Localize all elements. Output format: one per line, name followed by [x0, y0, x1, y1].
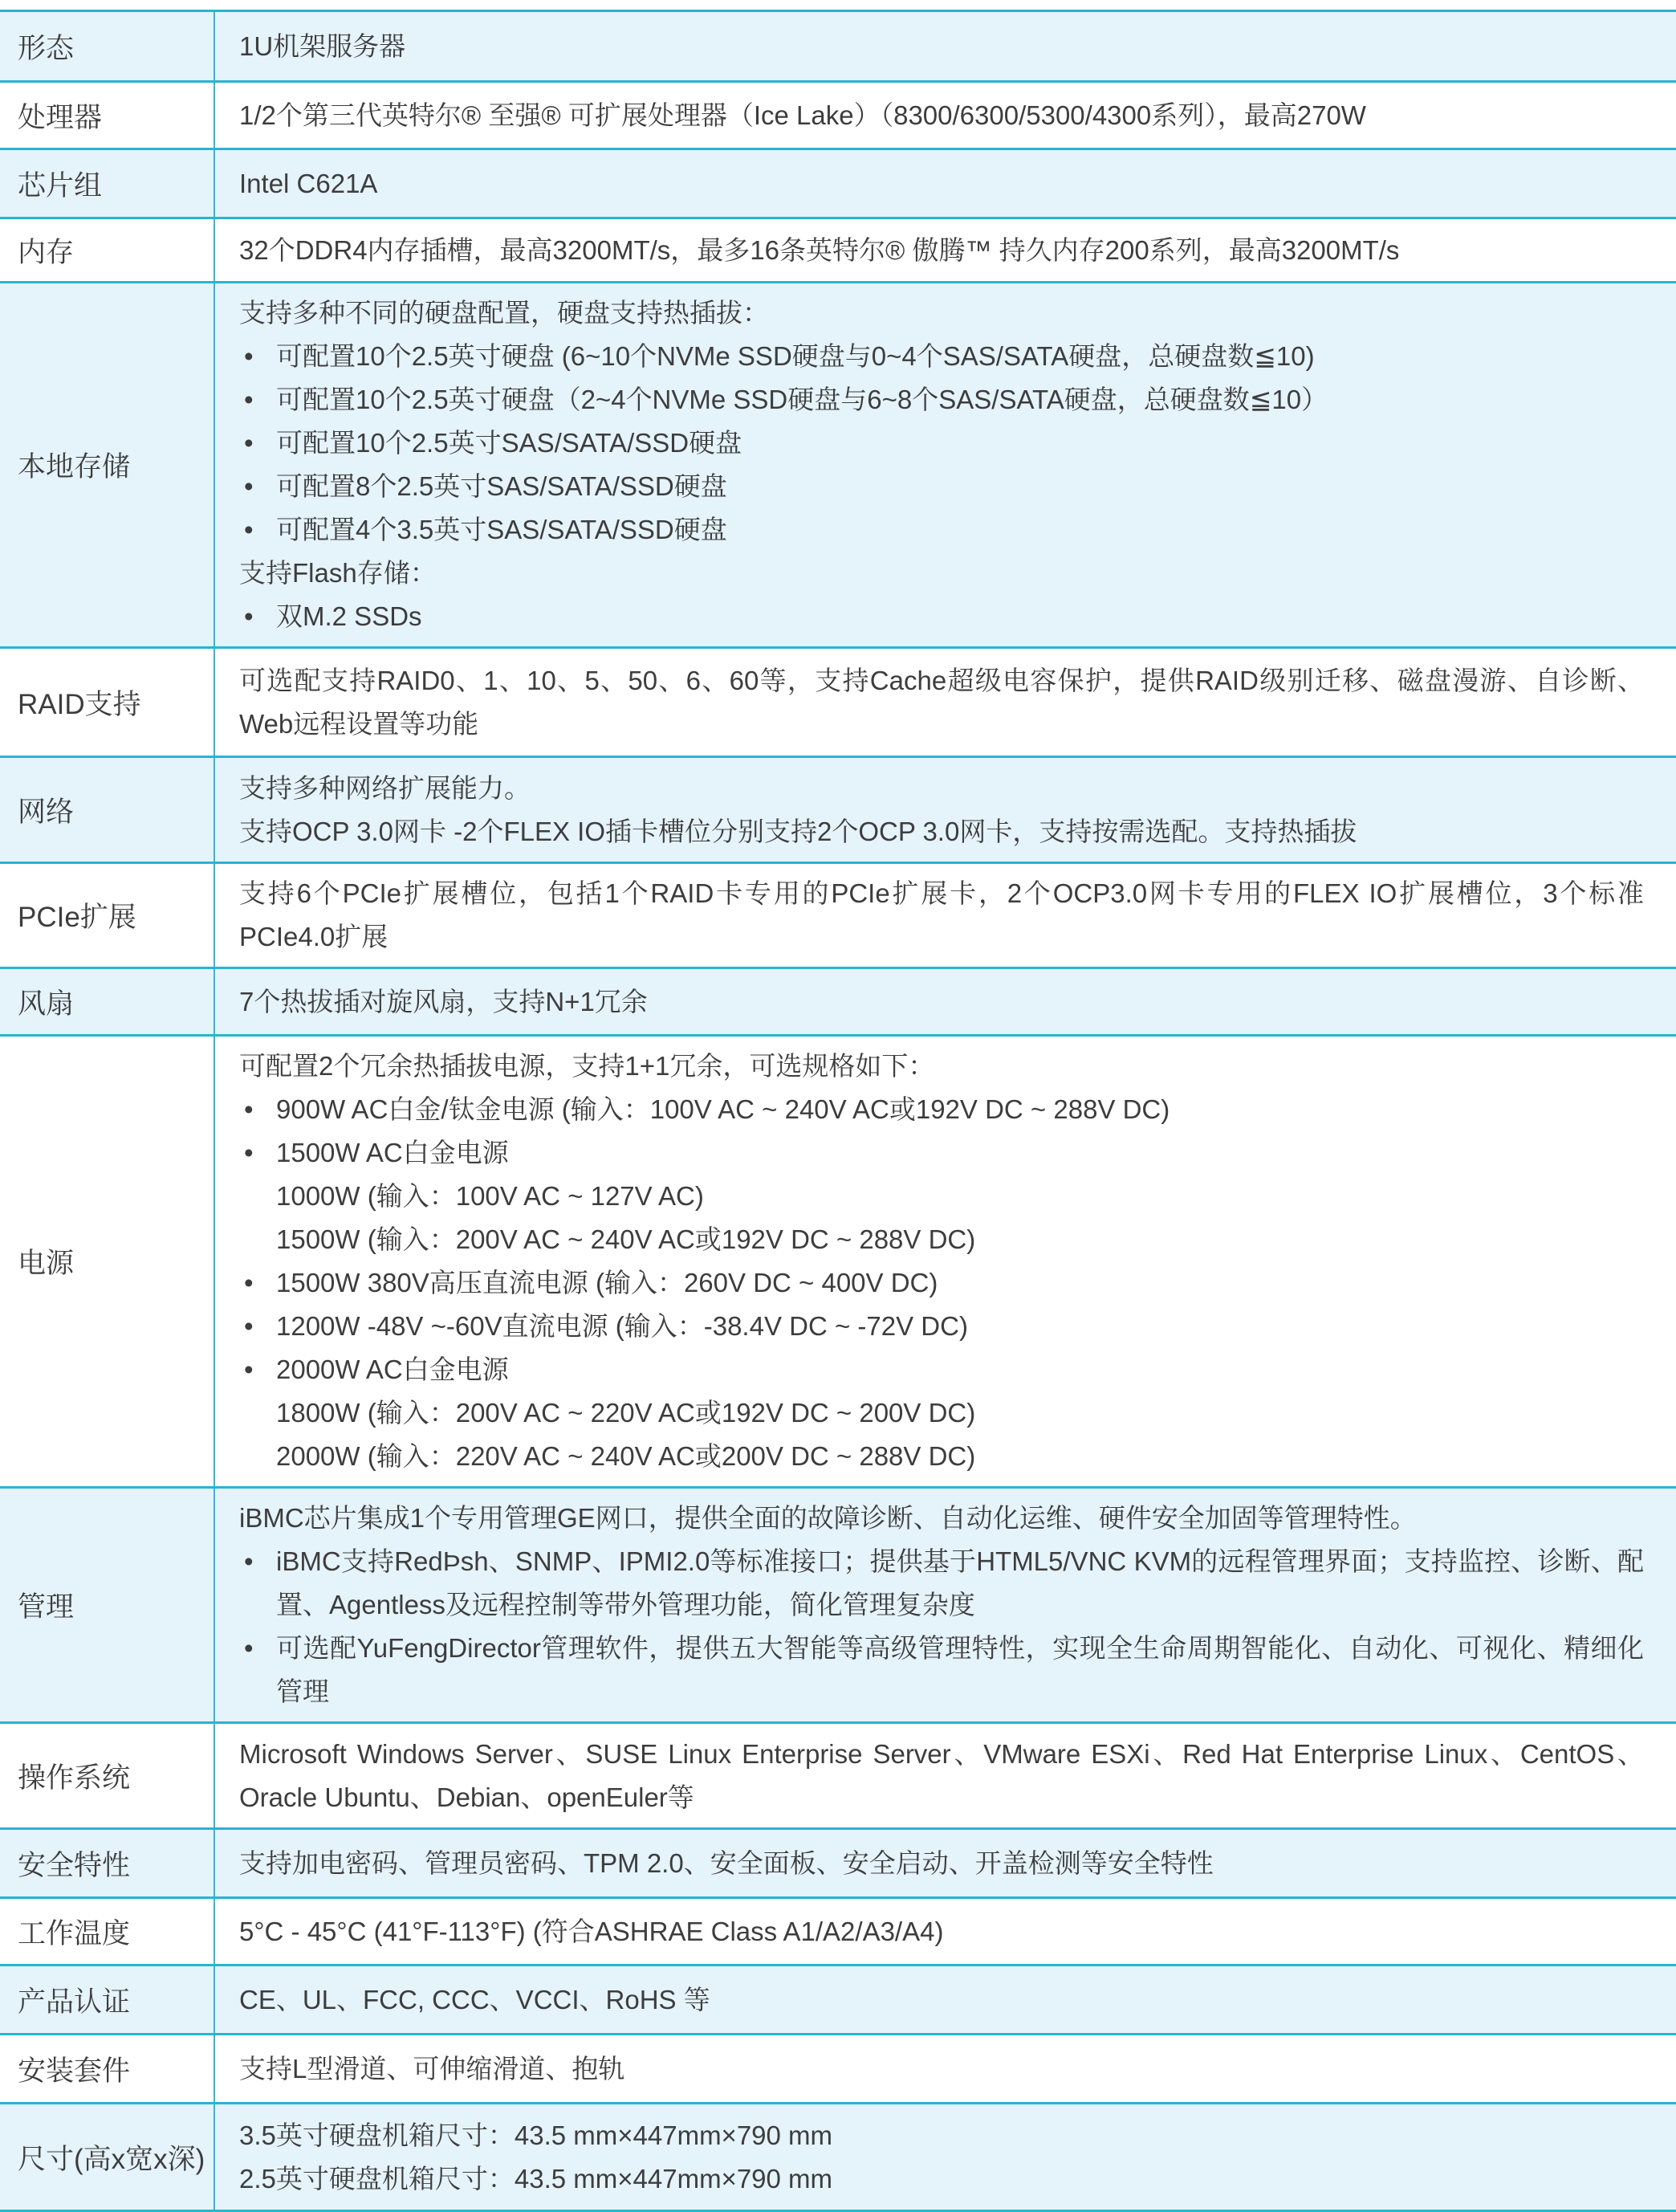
row-value — [215, 1489, 1676, 1721]
row-label — [0, 2104, 215, 2210]
label-text: 形态 — [18, 32, 75, 64]
spec-row-pcie — [0, 864, 1676, 969]
label-text: PCIe扩展 — [18, 902, 136, 933]
list-item: • 2000W AC白金电源 — [239, 1348, 1644, 1391]
row-value — [215, 649, 1676, 756]
value-text: 5°C - 45°C (41°F-113°F) (符合ASHRAE Class A1/A2/A3/A4) — [239, 1916, 944, 1946]
list-item: • 1500W 380V高压直流电源 (输入：260V DC ~ 400V DC) — [239, 1261, 1644, 1305]
list-subitem: 1000W (输入：100V AC ~ 127V AC) — [276, 1181, 704, 1211]
value-line: 支持OCP 3.0网卡 -2个FLEX IO插卡槽位分别支持2个OCP 3.0网卡，支持按需选配。支持热插拔 — [239, 816, 1357, 846]
list-item: • 可配置10个2.5英寸硬盘 (6~10个NVMe SSD硬盘与0~4个SAS/SATA硬盘，总硬盘数≦10) — [239, 335, 1644, 378]
label-text: 安全特性 — [18, 1849, 131, 1881]
label-text: 操作系统 — [18, 1762, 131, 1794]
spec-row-certifications — [0, 1966, 1676, 2035]
row-label — [0, 1724, 215, 1827]
spec-row-fans — [0, 969, 1676, 1037]
spec-row-chipset — [0, 150, 1676, 219]
label-text: 本地存储 — [18, 451, 131, 483]
row-value — [215, 2035, 1676, 2102]
value-text: 支持L型滑道、可伸缩滑道、抱轨 — [239, 2053, 625, 2084]
label-text: 风扇 — [18, 988, 75, 1020]
row-value — [215, 12, 1676, 80]
row-value — [215, 219, 1676, 281]
list-item: • 双M.2 SSDs — [239, 595, 1644, 638]
label-text: 内存 — [18, 236, 75, 268]
list-item: • 可配置10个2.5英寸SAS/SATA/SSD硬盘 — [239, 422, 1644, 465]
value-text: 32个DDR4内存插槽，最高3200MT/s，最多16条英特尔® 傲腾™ 持久内存200系列，最高3200MT/s — [239, 234, 1400, 265]
value-text: Microsoft Windows Server、SUSE Linux Enterprise Server、VMware ESXi、Red Hat Enterprise Linux、CentOS、Oracle Ubuntu、Debian、openEuler等 — [239, 1738, 1644, 1812]
row-label — [0, 1830, 215, 1896]
spec-row-management — [0, 1489, 1676, 1724]
row-value — [215, 1724, 1676, 1827]
row-label — [0, 83, 215, 148]
row-value — [215, 1830, 1676, 1896]
row-value — [215, 969, 1676, 1034]
label-text: 处理器 — [18, 101, 103, 133]
storage-intro: 支持多种不同的硬盘配置，硬盘支持热插拔： — [239, 298, 769, 328]
row-label — [0, 1966, 215, 2033]
label-text: 工作温度 — [18, 1917, 131, 1949]
label-text: 电源 — [18, 1248, 75, 1279]
row-label — [0, 649, 215, 756]
list-subitem: 1500W (输入：200V AC ~ 240V AC或192V DC ~ 288V DC) — [276, 1224, 976, 1254]
value-text: 支持加电密码、管理员密码、TPM 2.0、安全面板、安全启动、开盖检测等安全特性 — [239, 1847, 1214, 1878]
row-label — [0, 283, 215, 646]
list-subitem: 2000W (输入：220V AC ~ 240V AC或200V DC ~ 288V DC) — [276, 1441, 976, 1471]
spec-row-dimensions — [0, 2104, 1676, 2212]
value-line: 2.5英寸硬盘机箱尺寸：43.5 mm×447mm×790 mm — [239, 2163, 833, 2194]
spec-row-raid — [0, 649, 1676, 758]
row-value — [215, 758, 1676, 862]
label-text: 安装套件 — [18, 2055, 131, 2087]
list-item: • iBMC支持RedÞsh、SNMP、IPMI2.0等标准接口；提供基于HTML5/VNC KVM的远程管理界面；支持监控、诊断、配置、Agentless及远程控制等带外管理功能，简化管理复杂度 — [239, 1540, 1644, 1627]
spec-row-security — [0, 1830, 1676, 1899]
row-value — [215, 1037, 1676, 1486]
value-text: CE、UL、FCC, CCC、VCCI、RoHS 等 — [239, 1984, 710, 2014]
flash-bullet-list — [239, 595, 1644, 638]
row-label — [0, 969, 215, 1034]
value-text: 7个热拔插对旋风扇，支持N+1冗余 — [239, 986, 648, 1016]
flash-intro: 支持Flash存储： — [239, 558, 437, 588]
list-item: • 900W AC白金/钛金电源 (输入：100V AC ~ 240V AC或192V DC ~ 288V DC) — [239, 1088, 1644, 1131]
spec-row-local-storage — [0, 283, 1676, 649]
value-text: 1/2个第三代英特尔® 至强® 可扩展处理器（Ice Lake）（8300/6300/5300/4300系列），最高270W — [239, 100, 1366, 130]
label-text: 网络 — [18, 796, 75, 828]
spec-row-mounting-kit — [0, 2035, 1676, 2104]
row-label — [0, 1037, 215, 1486]
label-text: 芯片组 — [18, 169, 103, 202]
list-item: • 1200W -48V ~-60V直流电源 (输入：-38.4V DC ~ -72V DC) — [239, 1305, 1644, 1348]
management-bullet-list — [239, 1540, 1644, 1713]
row-label — [0, 2035, 215, 2102]
power-options-list — [239, 1088, 1644, 1478]
value-line: 支持多种网络扩展能力。 — [239, 772, 531, 803]
row-value — [215, 83, 1676, 148]
row-value — [215, 1899, 1676, 1964]
list-item: • 1500W AC白金电源 — [239, 1131, 1644, 1175]
list-item: • 可选配YuFengDirector管理软件，提供五大智能等高级管理特性，实现全生命周期智能化、自动化、可视化、精细化管理 — [239, 1627, 1644, 1713]
row-label — [0, 150, 215, 217]
management-intro: iBMC芯片集成1个专用管理GE网口，提供全面的故障诊断、自动化运维、硬件安全加固等管理特性。 — [239, 1503, 1417, 1533]
spec-row-power — [0, 1037, 1676, 1489]
list-item: • 可配置10个2.5英寸硬盘（2~4个NVMe SSD硬盘与6~8个SAS/SATA硬盘，总硬盘数≦10） — [239, 378, 1644, 422]
row-value — [215, 283, 1676, 646]
value-text: 支持6个PCIe扩展槽位，包括1个RAID卡专用的PCIe扩展卡，2个OCP3.0网卡专用的FLEX IO扩展槽位，3个标准PCIe4.0扩展 — [239, 878, 1644, 951]
power-intro: 可配置2个冗余热插拔电源，支持1+1冗余，可选规格如下： — [239, 1051, 935, 1081]
spec-row-os — [0, 1724, 1676, 1830]
value-text: 1U机架服务器 — [239, 31, 406, 61]
label-text: RAID支持 — [18, 688, 141, 720]
list-subitem: 1800W (输入：200V AC ~ 220V AC或192V DC ~ 200V DC) — [276, 1398, 976, 1428]
row-label — [0, 1899, 215, 1964]
row-label — [0, 864, 215, 967]
row-value — [215, 2104, 1676, 2210]
label-text: 产品认证 — [18, 1986, 131, 2018]
spec-row-form-factor — [0, 12, 1676, 83]
value-text: 可选配支持RAID0、1、10、5、50、6、60等，支持Cache超级电容保护，提供RAID级别迁移、磁盘漫游、自诊断、Web远程设置等功能 — [239, 665, 1644, 739]
row-value — [215, 864, 1676, 967]
row-label — [0, 758, 215, 862]
row-value — [215, 150, 1676, 217]
server-spec-table — [0, 10, 1676, 2212]
row-label — [0, 1489, 215, 1721]
value-text: Intel C621A — [239, 168, 378, 198]
spec-row-network — [0, 758, 1676, 864]
row-label — [0, 219, 215, 281]
row-value — [215, 1966, 1676, 2033]
value-line: 3.5英寸硬盘机箱尺寸：43.5 mm×447mm×790 mm — [239, 2120, 833, 2150]
label-text: 管理 — [18, 1591, 75, 1623]
spec-row-processor — [0, 83, 1676, 150]
spec-row-memory — [0, 219, 1676, 283]
list-item: • 可配置4个3.5英寸SAS/SATA/SSD硬盘 — [239, 508, 1644, 552]
spec-row-operating-temp — [0, 1899, 1676, 1966]
label-text: 尺寸(高x宽x深) — [18, 2143, 205, 2175]
storage-bullet-list — [239, 335, 1644, 552]
list-item: • 可配置8个2.5英寸SAS/SATA/SSD硬盘 — [239, 465, 1644, 508]
row-label — [0, 12, 215, 80]
